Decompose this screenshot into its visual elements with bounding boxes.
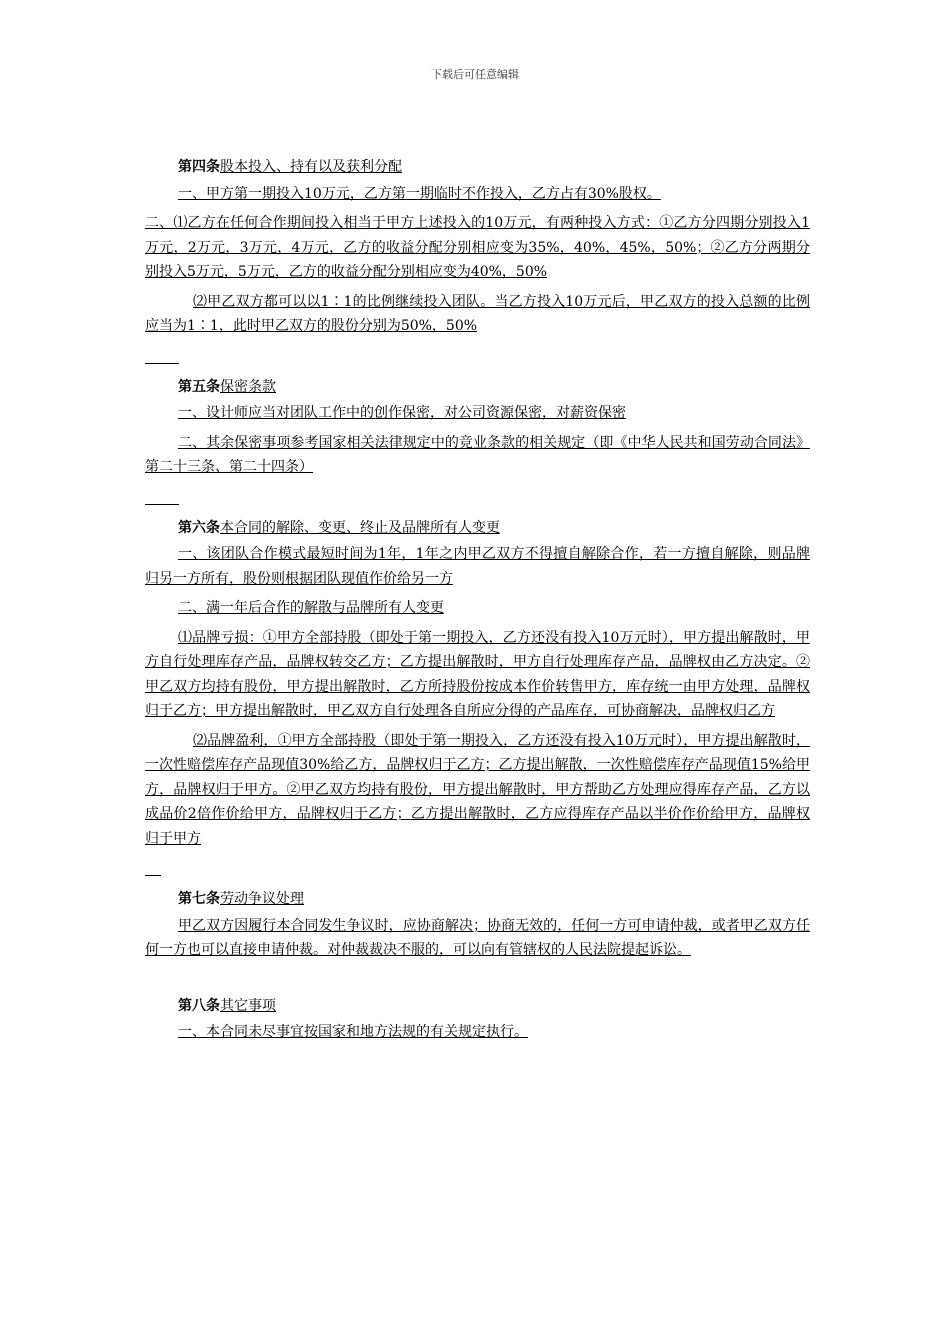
clause: 二、满一年后合作的解散与品牌所有人变更 [178, 600, 444, 616]
article-title [145, 155, 810, 180]
article-title [145, 516, 810, 541]
article-name: 其它事项 [220, 997, 276, 1014]
article-8 [145, 994, 810, 1045]
article-label: 第四条 [178, 159, 220, 175]
document-body [145, 155, 810, 1050]
article-name: 股本投入、持有以及获利分配 [220, 159, 402, 175]
section-divider [145, 875, 161, 877]
clause: ⑴品牌亏损：①甲方全部持股（即处于第一期投入，乙方还没有投入10万元时），甲方提出解散时，甲方自行处理库存产品，品牌权转交乙方；乙方提出解散时，甲方自行处理库存产品，品牌权由乙方决定。②甲乙双方均持有股份，甲方提出解散时，乙方所持股份按成本作价转售甲方，库存统一由甲方处理，品牌权归于乙方；甲方提出解散时，甲乙双方自行处理各自所应分得的产品库存，可协商解决，品牌权归乙方 [145, 629, 810, 719]
article-label: 第八条 [178, 997, 220, 1014]
article-label: 第六条 [178, 519, 220, 536]
article-name: 保密条款 [220, 378, 276, 395]
article-label: 第五条 [178, 378, 220, 395]
article-title [145, 994, 810, 1019]
article-title [145, 887, 810, 912]
clause: 二、其余保密事项参考国家相关法律规定中的竞业条款的相关规定（即《中华人民共和国劳动合同法》第二十三条、第二十四条） [145, 434, 810, 475]
section-divider [145, 363, 179, 365]
clause: 一、甲方第一期投入10万元，乙方第一期临时不作投入，乙方占有30%股权。 [178, 185, 661, 202]
spacer [145, 968, 810, 994]
article-name: 本合同的解除、变更、终止及品牌所有人变更 [220, 519, 500, 536]
article-name: 劳动争议处理 [220, 891, 304, 907]
article-7 [145, 887, 810, 963]
article-6 [145, 516, 810, 852]
clause: ⑵甲乙双方都可以以1∶1的比例继续投入团队。当乙方投入10万元后，甲乙双方的投入总额的比例应当为1∶1，此时甲乙双方的股份分别为50%，50% [145, 293, 810, 334]
clause: 一、该团队合作模式最短时间为1年，1年之内甲乙双方不得擅自解除合作，若一方擅自解除，则品牌归另一方所有，股份则根据团队现值作价给另一方 [145, 546, 810, 587]
article-title [145, 375, 810, 400]
article-5 [145, 375, 810, 480]
article-4 [145, 155, 810, 339]
section-divider [145, 504, 179, 506]
article-label: 第七条 [178, 891, 220, 907]
clause: 甲乙双方因履行本合同发生争议时，应协商解决；协商无效的，任何一方可申请仲裁，或者甲乙双方任何一方也可以直接申请仲裁。对仲裁裁决不服的，可以向有管辖权的人民法院提起诉讼。 [145, 917, 810, 958]
clause: 一、本合同未尽事宜按国家和地方法规的有关规定执行。 [178, 1024, 528, 1040]
clause: 二、⑴乙方在任何合作期间投入相当于甲方上述投入的10万元，有两种投入方式：①乙方分四期分别投入1万元，2万元，3万元，4万元，乙方的收益分配分别相应变为35%，40%，45%，50%；②乙方分两期分别投入5万元，5万元，乙方的收益分配分别相应变为40%，50% [145, 215, 810, 280]
page-header: 下载后可任意编辑 [431, 68, 519, 81]
clause: 一、设计师应当对团队工作中的创作保密，对公司资源保密，对薪资保密 [178, 405, 626, 421]
clause: ⑵品牌盈利，①甲方全部持股（即处于第一期投入，乙方还没有投入10万元时），甲方提出解散时，一次性赔偿库存产品现值30%给乙方，品牌权归于乙方；乙方提出解散，一次性赔偿库存产品现值15%给甲方，品牌权归于甲方。②甲乙双方均持有股份，甲方提出解散时，甲方帮助乙方处理应得库存产品，乙方以成品价2倍作价给甲方，品牌权归于乙方；乙方提出解散时，乙方应得库存产品以半价作价给甲方，品牌权归于甲方 [145, 732, 810, 847]
